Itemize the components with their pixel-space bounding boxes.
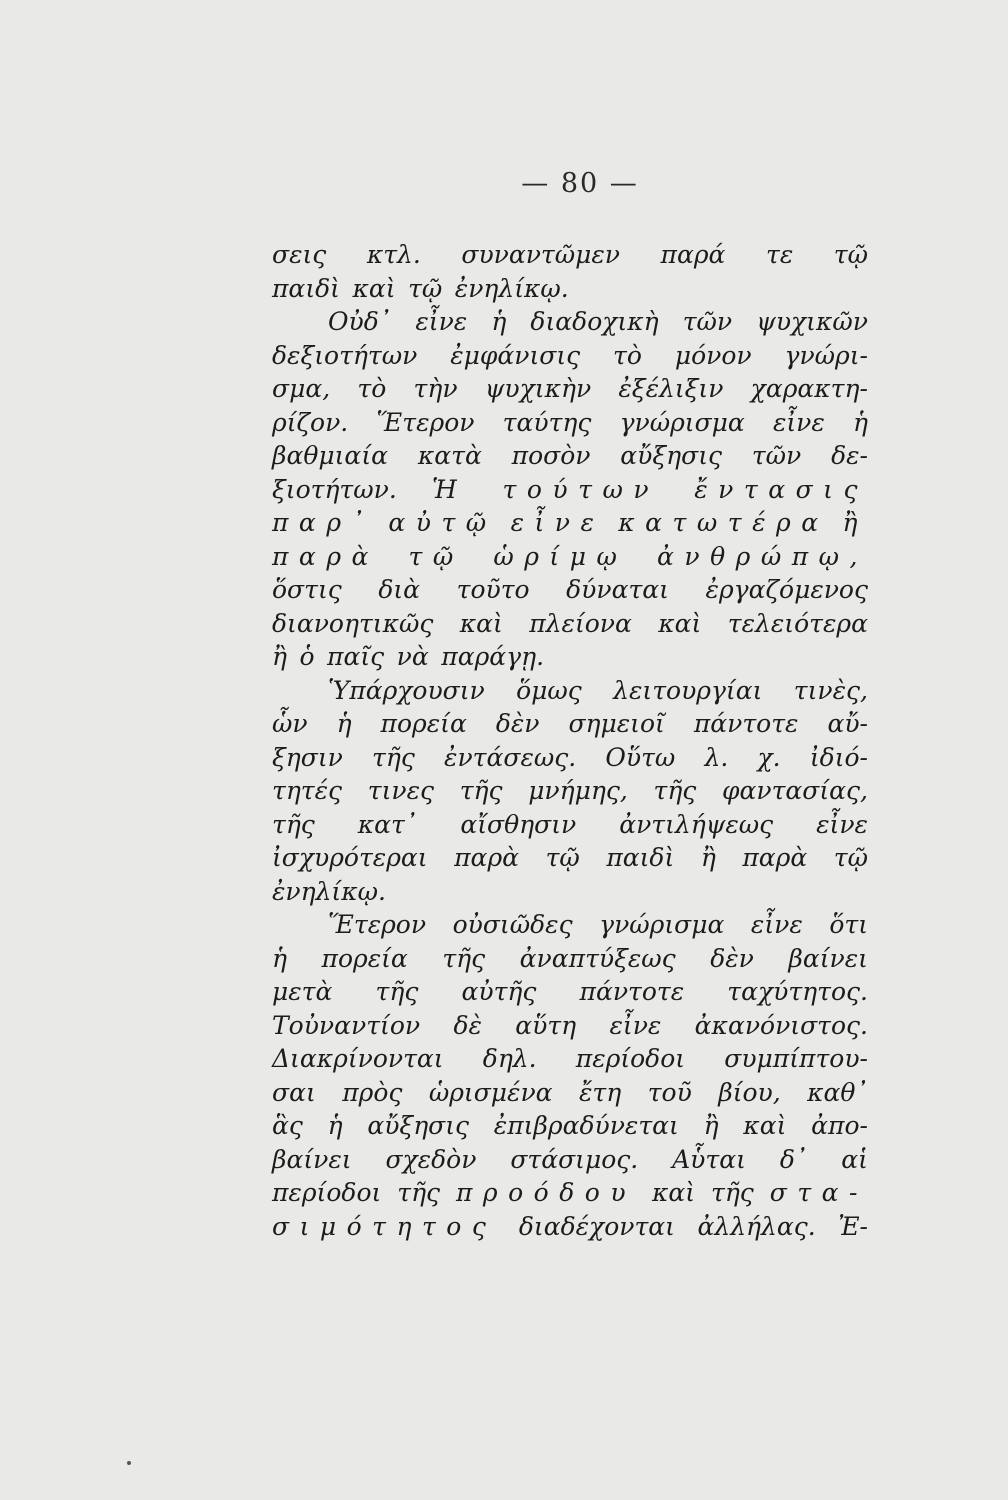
word: ὅμως — [516, 675, 582, 705]
word: δε- — [831, 441, 868, 470]
word: αὔ- — [827, 709, 868, 738]
word: πρὸς — [342, 1077, 403, 1107]
word: συμπίπτου- — [724, 1044, 868, 1073]
word: ἡ — [491, 307, 507, 336]
text-line — [272, 607, 868, 641]
word: τῷ — [408, 541, 464, 571]
word: περίοδοι — [272, 1178, 382, 1207]
word: ἰδιό- — [809, 742, 868, 772]
word: τὸ — [613, 340, 642, 370]
word: ἀλλήλας. — [697, 1211, 816, 1241]
text-line — [272, 272, 868, 306]
word: τητές — [272, 776, 343, 805]
word: παρὰ — [454, 843, 520, 872]
word: τοῦτο — [456, 575, 530, 604]
word: δύναται — [566, 575, 669, 604]
word: δηλ. — [482, 1044, 537, 1073]
word: ἔντασις — [694, 474, 868, 504]
word: τῆς — [372, 742, 415, 772]
word: παράγῃ. — [441, 642, 545, 671]
word: μετὰ — [272, 977, 333, 1006]
word: καὶ — [352, 273, 396, 303]
word: διὰ — [378, 575, 421, 604]
word: Ἡ — [432, 474, 468, 504]
word: τινες — [367, 776, 434, 805]
word: παρά — [660, 240, 726, 269]
word: μνήμης, — [528, 776, 628, 805]
word: πάντοτε — [693, 709, 799, 738]
word: παῖς — [327, 642, 385, 671]
word: τῆς — [653, 776, 697, 805]
word: σμα, — [272, 374, 331, 403]
word: ὡρίμῳ — [493, 541, 628, 571]
word: δ᾽ — [779, 1144, 808, 1174]
text-line — [272, 1009, 868, 1043]
word: Ἕτερον — [376, 407, 475, 437]
body-text — [272, 238, 868, 1243]
page-number: — 80 — — [521, 168, 639, 199]
word: τε — [765, 240, 794, 269]
word: αἱ — [841, 1144, 868, 1174]
word: γνώρισμα — [619, 407, 745, 437]
word: πλείονα — [529, 608, 632, 638]
word: εἶνε — [816, 809, 868, 839]
paper-speck — [127, 1461, 131, 1465]
word: τὴν — [413, 374, 458, 403]
text-line — [272, 305, 868, 339]
word: ἐνηλίκῳ. — [272, 876, 386, 906]
word: δὲν — [710, 943, 754, 973]
word: δὲ — [453, 1010, 482, 1040]
word: Διακρίνονται — [272, 1044, 444, 1073]
word: Αὗται — [672, 1144, 746, 1174]
word: παιδὶ — [272, 273, 340, 303]
word: γνώρι- — [784, 340, 868, 370]
word: τῆς — [397, 1178, 441, 1207]
word: καὶ — [658, 608, 702, 638]
word: ἡ — [336, 709, 352, 738]
text-line — [272, 707, 868, 741]
text-line — [272, 1143, 868, 1177]
word: τῆς — [442, 943, 486, 973]
word: συναντῶμεν — [461, 240, 621, 269]
word: ἡ — [272, 943, 287, 973]
word: Τοὐναντίον — [272, 1010, 421, 1040]
word: κτλ. — [366, 240, 421, 269]
word: ξησιν — [272, 742, 343, 772]
word: σιμότητος — [272, 1211, 497, 1241]
word: τῶν — [682, 307, 733, 336]
word: ἡ — [852, 407, 868, 437]
word: πορεία — [380, 709, 467, 738]
word: τῶν — [751, 441, 802, 470]
word: ταύτης — [502, 407, 592, 437]
word: τὸ — [357, 374, 387, 403]
word: ὁ — [299, 642, 315, 671]
word: ἢ — [272, 642, 287, 671]
word: Οὕτω — [605, 742, 676, 772]
word: ὅστις — [272, 575, 342, 604]
text-line — [272, 908, 868, 942]
text-line — [272, 1076, 868, 1110]
word: καὶ — [743, 1111, 787, 1140]
word: ὡρισμένα — [428, 1077, 553, 1107]
word: τελειότερα — [727, 608, 868, 638]
word: τινὲς, — [793, 675, 868, 705]
text-line — [272, 339, 868, 373]
word: ἰσχυρότεραι — [272, 843, 428, 872]
word: στάσιμος. — [510, 1144, 639, 1174]
word: αὔξησις — [620, 441, 722, 470]
word: τῆς — [459, 776, 503, 805]
word: Ἐ- — [838, 1211, 868, 1241]
text-line — [272, 808, 868, 842]
word: ἐντάσεως. — [444, 742, 577, 772]
word: εἶνε — [772, 407, 825, 437]
word: τῷ — [833, 240, 868, 269]
word: σεις — [272, 240, 327, 269]
word: Οὐδ᾽ — [328, 307, 392, 336]
word: οὐσιῶδες — [452, 910, 573, 939]
word: σαι — [272, 1077, 316, 1107]
word: ψυχικὴν — [484, 374, 592, 403]
word: φαντασίας, — [721, 776, 868, 805]
text-line — [272, 640, 868, 674]
word: πάντοτε — [579, 977, 685, 1006]
word: παιδὶ — [606, 843, 675, 872]
word: ξιοτήτων. — [272, 474, 397, 504]
text-line — [272, 942, 868, 976]
word: λ. — [704, 742, 729, 772]
word: μόνον — [674, 340, 752, 370]
word: τῆς — [711, 1178, 754, 1207]
word: ἐξέλιξιν — [618, 374, 724, 403]
word: αὔξησις — [367, 1111, 470, 1140]
word: διαδέχονται — [518, 1211, 675, 1241]
word: τούτων — [502, 474, 660, 504]
word: σημειοῖ — [568, 709, 665, 738]
text-line — [272, 875, 868, 909]
word: εἶνε — [510, 508, 605, 537]
text-line — [272, 406, 868, 440]
word: ποσὸν — [511, 441, 591, 470]
word: παρ᾽ — [272, 508, 375, 537]
word: δὲν — [495, 709, 540, 738]
word: ἐμφάνισις — [450, 340, 581, 370]
word: τοῦ — [647, 1077, 692, 1107]
word: Ἕτερον — [328, 910, 427, 939]
word: βίου, — [718, 1077, 781, 1107]
word: σχεδὸν — [385, 1144, 477, 1174]
word: δεξιοτήτων — [272, 340, 418, 370]
word: ἡ — [327, 1111, 343, 1140]
word: περίοδοι — [575, 1044, 686, 1073]
word: ἀναπτύξεως — [519, 943, 676, 973]
word: Ὑπάρχουσιν — [328, 675, 485, 705]
word: πορεία — [321, 943, 408, 973]
word: ὅτι — [829, 910, 868, 939]
text-line — [272, 975, 868, 1009]
word: εἶνε — [609, 1010, 662, 1040]
word: ταχύτητος. — [727, 977, 868, 1006]
word: λειτουργίαι — [613, 675, 763, 705]
word: ἢ — [842, 508, 868, 537]
word: αἴσθησιν — [460, 809, 577, 839]
word: εἶνε — [750, 910, 803, 939]
word: τῷ — [545, 843, 580, 872]
word: κατωτέρα — [618, 508, 829, 537]
text-line — [272, 573, 868, 607]
text-line — [272, 1210, 868, 1244]
text-line — [272, 674, 868, 708]
word: ἀντιλήψεως — [619, 809, 774, 839]
word: ψυχικῶν — [756, 307, 868, 336]
word: νὰ — [396, 642, 429, 671]
word: ὧν — [272, 709, 308, 738]
word: ἐργαζόμενος — [705, 575, 868, 604]
word: διανοητικῶς — [272, 608, 434, 638]
word: αὕτη — [515, 1010, 577, 1040]
word: ἀνθρώπῳ, — [656, 541, 868, 571]
text-line — [272, 439, 868, 473]
text-line — [272, 372, 868, 406]
word: χαρακτη- — [750, 374, 868, 403]
word: τῆς — [272, 809, 315, 839]
word: καὶ — [459, 608, 503, 638]
word: κατὰ — [417, 441, 482, 470]
word: τῷ — [408, 273, 443, 303]
word: καὶ — [651, 1178, 696, 1207]
word: κατ᾽ — [357, 809, 418, 839]
text-line — [272, 741, 868, 775]
text-line — [272, 841, 868, 875]
word: τῆς — [375, 977, 419, 1006]
text-line — [272, 1109, 868, 1143]
text-line — [272, 1042, 868, 1076]
word: ἐπιβραδύνεται — [493, 1111, 679, 1140]
text-line — [272, 774, 868, 808]
word: αὐτῆς — [461, 977, 537, 1006]
text-line — [272, 506, 868, 540]
word: ἐνηλίκῳ. — [454, 273, 569, 303]
text-line — [272, 238, 868, 272]
word: αὐτῷ — [388, 508, 497, 537]
word: παρὰ — [272, 541, 379, 571]
word: τῷ — [833, 843, 868, 872]
word: ρίζον. — [272, 407, 349, 437]
word: στα- — [769, 1178, 868, 1207]
word: καθ᾽ — [807, 1077, 868, 1107]
word: βαίνει — [788, 943, 868, 973]
text-line — [272, 540, 868, 574]
word: βαίνει — [272, 1144, 352, 1174]
text-line — [272, 473, 868, 507]
word: ἀκανόνιστος. — [694, 1010, 868, 1040]
word: χ. — [757, 742, 781, 772]
word: βαθμιαία — [272, 441, 389, 470]
word: εἶνε — [415, 307, 468, 336]
word: ἢ — [700, 843, 716, 872]
word: ἀπο- — [811, 1111, 868, 1140]
word: παρὰ — [742, 843, 808, 872]
word: ἢ — [703, 1111, 719, 1140]
text-line — [272, 1176, 868, 1210]
word: ἃς — [272, 1111, 303, 1140]
word: γνώρισμα — [599, 910, 725, 939]
word: διαδοχικὴ — [530, 307, 659, 336]
word: προόδου — [456, 1178, 637, 1207]
word: ἔτη — [579, 1077, 622, 1107]
